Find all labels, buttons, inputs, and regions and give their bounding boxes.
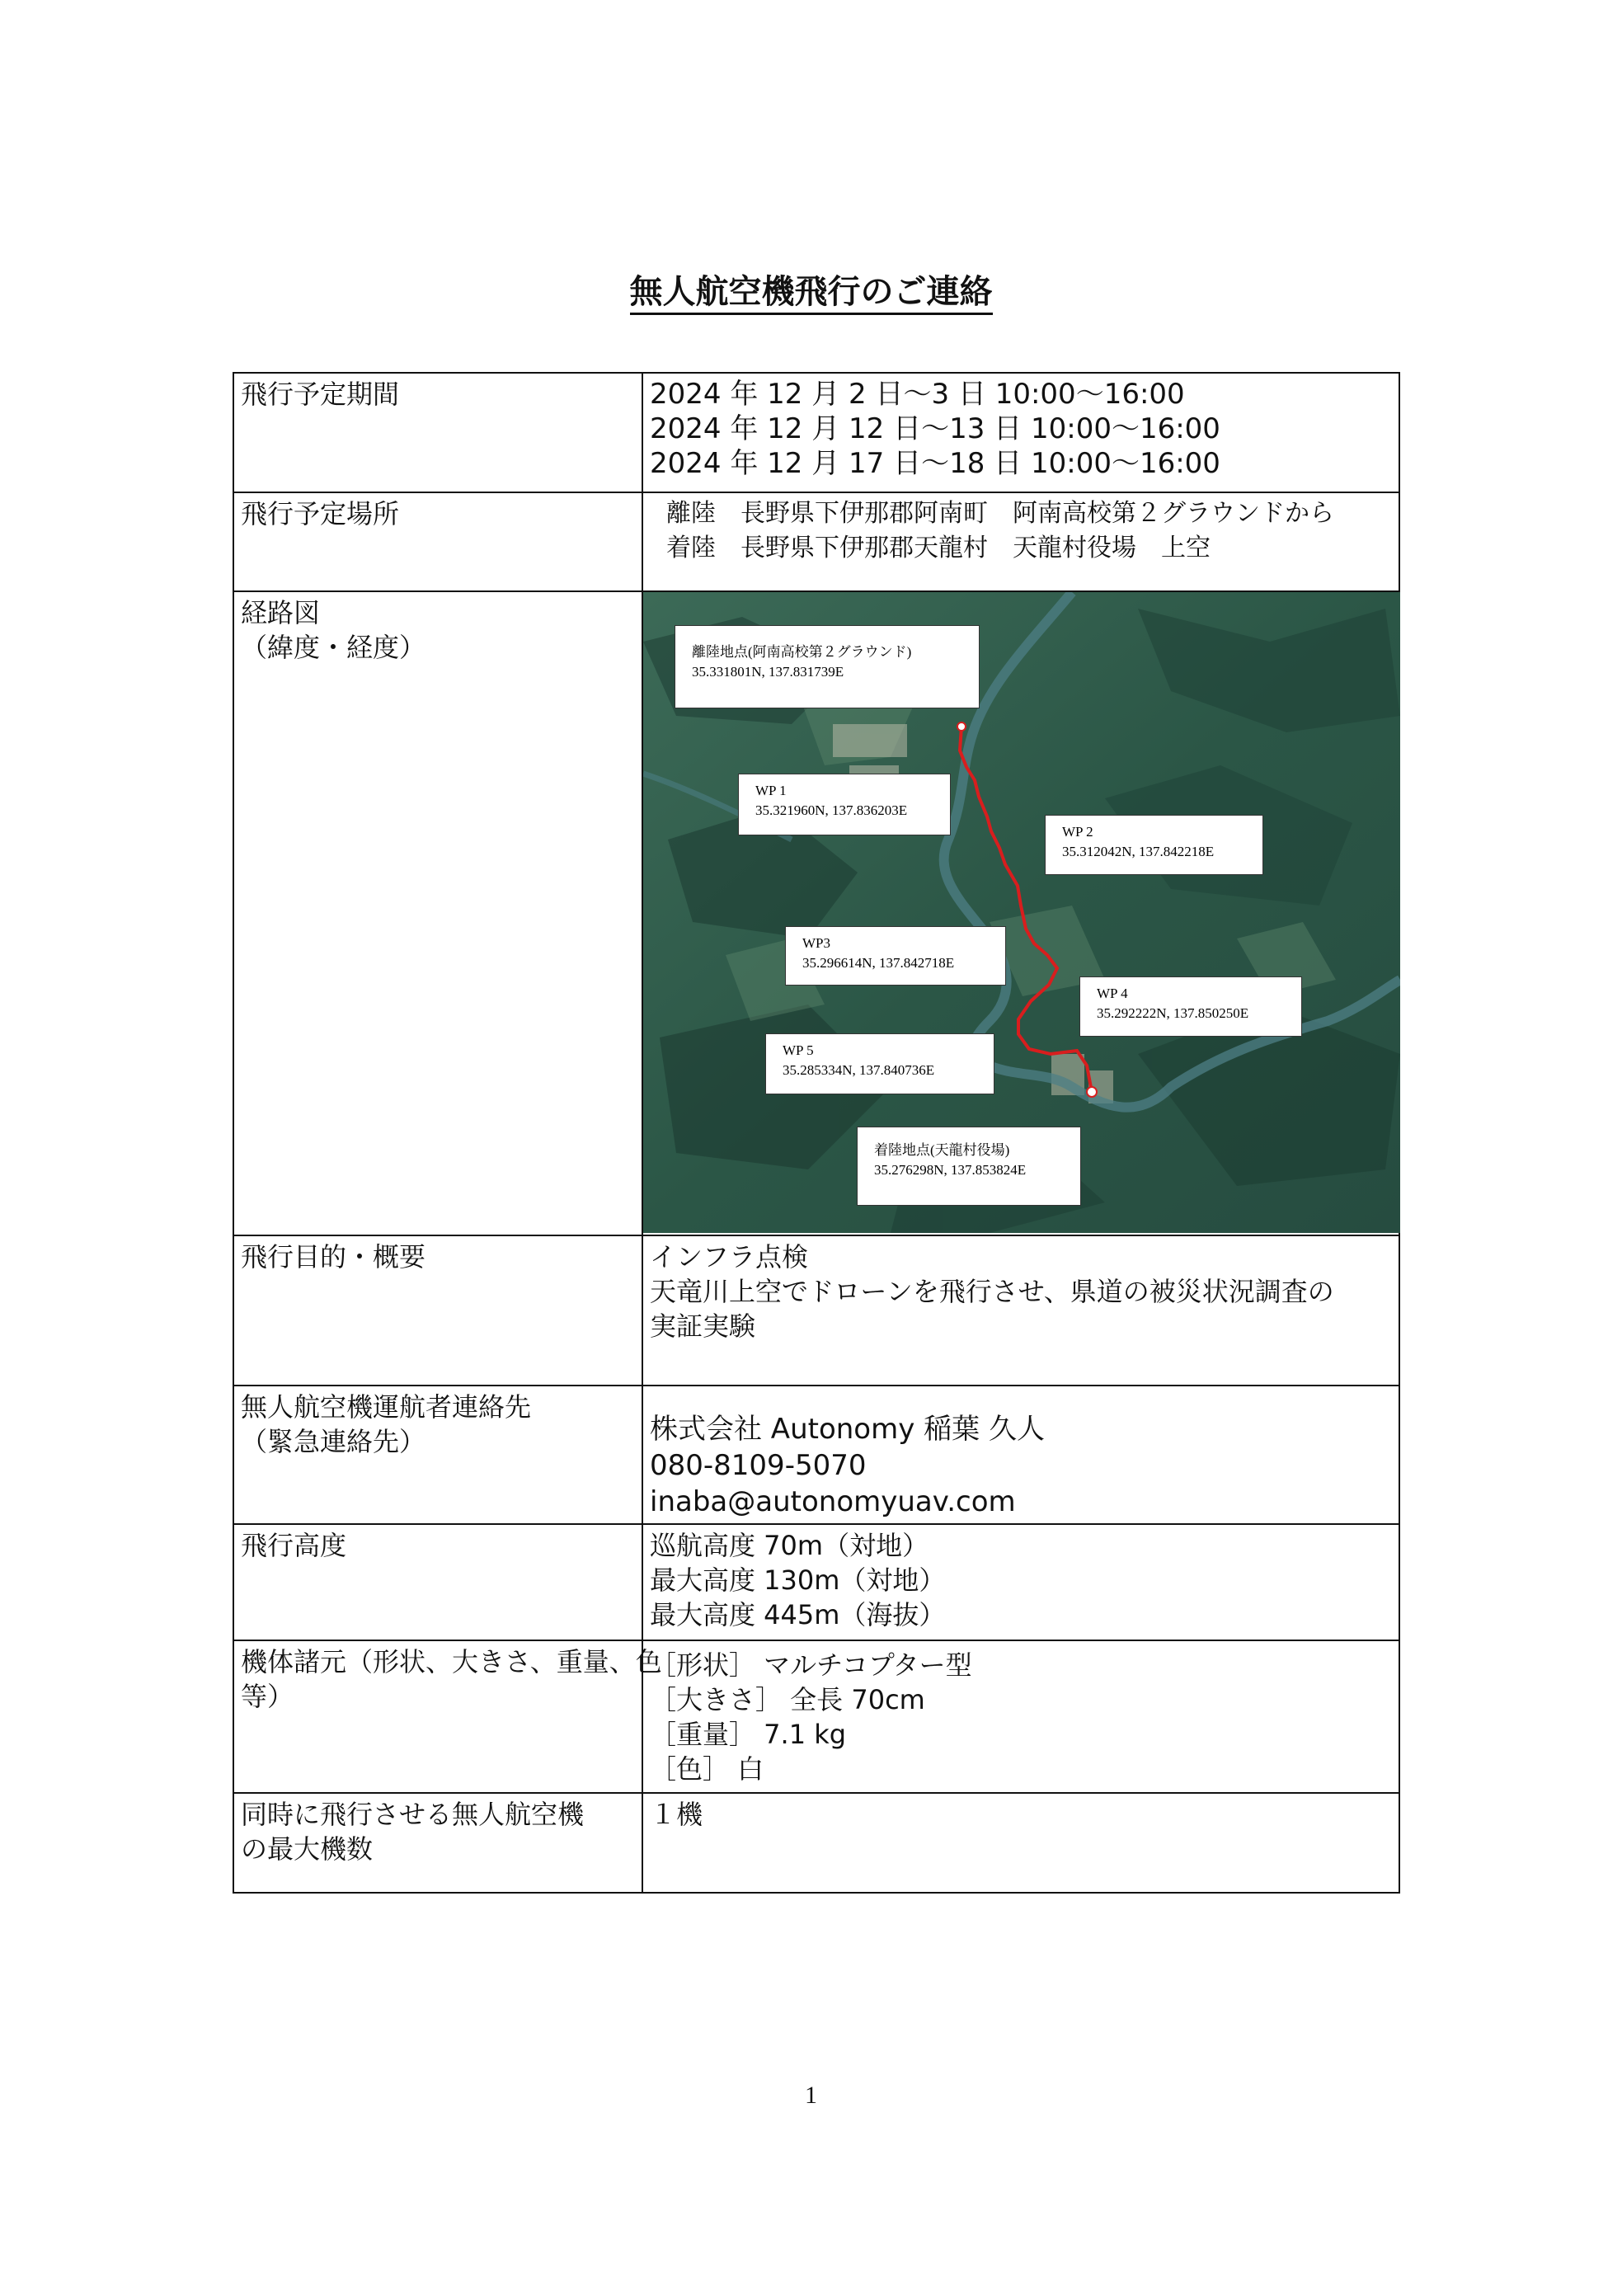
wp3-name: WP3	[802, 935, 830, 951]
wp3-label	[785, 926, 1006, 986]
wp4-coord: 35.292222N, 137.850250E	[1097, 1005, 1249, 1021]
label-count	[233, 1793, 642, 1893]
altitude-max-sea: 最大高度 445m（海抜）	[650, 1599, 946, 1630]
takeoff-name: 離陸地点(阿南高校第２グラウンド)	[692, 644, 912, 660]
landing-label	[857, 1127, 1081, 1206]
landing-place: 着陸 長野県下伊那郡天龍村 天龍村役場 上空	[666, 534, 1211, 562]
landing-coord: 35.276298N, 137.853824E	[874, 1162, 1027, 1178]
purpose-line: インフラ点検	[650, 1241, 809, 1273]
label-period: 飛行予定期間	[233, 373, 642, 492]
row-count	[233, 1793, 1399, 1893]
spec-shape: ［形状］ マルチコプター型	[650, 1649, 972, 1681]
period-line: 2024 年 12 月 17 日〜18 日 10:00〜16:00	[650, 447, 1220, 480]
altitude-cruise: 巡航高度 70m（対地）	[650, 1530, 929, 1561]
label-purpose: 飛行目的・概要	[233, 1235, 642, 1386]
wp4-name: WP 4	[1097, 986, 1128, 1001]
wp1-coord: 35.321960N, 137.836203E	[755, 802, 908, 818]
wp3-coord: 35.296614N, 137.842718E	[802, 955, 955, 971]
takeoff-place: 離陸 長野県下伊那郡阿南町 阿南高校第２グラウンドから	[666, 499, 1334, 528]
label-operator-sub: （緊急連絡先）	[241, 1426, 426, 1457]
purpose-line: 天竜川上空でドローンを飛行させ、県道の被災状況調査の	[650, 1276, 1334, 1307]
row-specs	[233, 1640, 1399, 1793]
label-route-sub: （緯度・経度）	[241, 632, 426, 663]
flight-notice-table	[233, 372, 1400, 1894]
label-count-sub: の最大機数	[241, 1833, 374, 1865]
row-place	[233, 492, 1399, 591]
spec-weight: ［重量］ 7.1 kg	[650, 1719, 847, 1750]
spec-size: ［大きさ］ 全長 70cm	[650, 1684, 925, 1715]
row-route	[233, 591, 1399, 1235]
label-count-title: 同時に飛行させる無人航空機	[241, 1799, 585, 1830]
document-title: 無人航空機飛行のご連絡	[0, 266, 1622, 313]
label-operator	[233, 1386, 642, 1524]
spec-color: ［色］ 白	[650, 1753, 764, 1785]
row-altitude	[233, 1524, 1399, 1640]
wp1-name: WP 1	[755, 783, 787, 798]
purpose-line: 実証実験	[650, 1310, 756, 1342]
wp2-label	[1045, 815, 1263, 875]
label-route	[233, 591, 642, 1235]
wp2-name: WP 2	[1062, 824, 1093, 840]
wp5-label	[765, 1033, 994, 1094]
label-specs	[233, 1640, 662, 1793]
label-altitude: 飛行高度	[233, 1524, 642, 1640]
value-specs	[642, 1640, 1399, 1793]
label-operator-title: 無人航空機運航者連絡先	[241, 1391, 532, 1423]
operator-name: 株式会社 Autonomy 稲葉 久人	[650, 1413, 1045, 1446]
altitude-max-ground: 最大高度 130m（対地）	[650, 1564, 946, 1596]
label-specs-sub: 等）	[241, 1681, 294, 1712]
wp2-coord: 35.312042N, 137.842218E	[1062, 844, 1215, 859]
route-map	[643, 592, 1400, 1233]
operator-phone: 080-8109-5070	[650, 1449, 867, 1482]
value-operator	[642, 1386, 1399, 1524]
value-altitude	[642, 1524, 1399, 1640]
landing-name: 着陸地点(天龍村役場)	[874, 1142, 1010, 1158]
label-specs-title: 機体諸元（形状、大きさ、重量、色	[241, 1646, 662, 1677]
period-line: 2024 年 12 月 12 日〜13 日 10:00〜16:00	[650, 412, 1220, 445]
takeoff-coord: 35.331801N, 137.831739E	[692, 664, 844, 680]
row-operator	[233, 1386, 1399, 1524]
label-route-title: 経路図	[241, 597, 321, 628]
period-line: 2024 年 12 月 2 日〜3 日 10:00〜16:00	[650, 378, 1185, 411]
value-place	[642, 492, 1399, 591]
value-period	[642, 373, 1399, 492]
wp5-coord: 35.285334N, 137.840736E	[783, 1062, 935, 1078]
page-number: 1	[805, 2082, 817, 2109]
row-purpose	[233, 1235, 1399, 1386]
takeoff-label	[675, 625, 980, 708]
route-map-cell	[642, 591, 1399, 1235]
value-purpose	[642, 1235, 1399, 1386]
operator-email: inaba@autonomyuav.com	[650, 1485, 1016, 1518]
label-place: 飛行予定場所	[233, 492, 642, 591]
wp4-label	[1079, 976, 1302, 1037]
landing-marker	[1087, 1087, 1097, 1097]
wp5-name: WP 5	[783, 1042, 814, 1058]
value-count: １機	[642, 1793, 1399, 1893]
takeoff-marker	[957, 722, 966, 731]
row-period	[233, 373, 1399, 492]
wp1-label	[738, 774, 951, 835]
